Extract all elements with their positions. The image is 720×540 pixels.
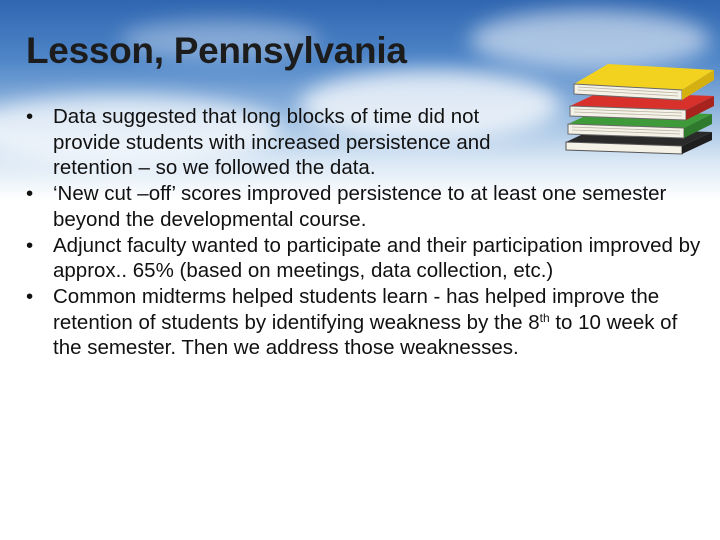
bullet-marker: • [26,182,34,206]
list-item [26,233,706,284]
bullet-text: ‘New cut –off’ scores improved persistence to at least one semester beyond the developmental course. [53,182,667,231]
list-item [26,104,706,181]
bullet-text: Common midterms helped students learn - has helped improve the retention of students by identifying weakness by the 8 [53,284,660,334]
bullet-text: to 10 week of the semester. Then we address those weaknesses. [53,310,678,360]
list-item [26,284,706,361]
superscript: th [539,310,550,325]
bullet-list [26,104,706,361]
bullet-text: Data suggested that long blocks of time did not provide students with increased persistence and retention – so we followed the data. [53,105,491,180]
bullet-text: Adjunct faculty wanted to participate and their participation improved by approx.. 65% (based on meetings, data collection, etc.) [53,233,701,283]
slide-title: Lesson, Pennsylvania [26,30,407,71]
bullet-marker: • [26,105,34,128]
list-item [26,181,706,232]
bullet-marker: • [26,233,34,257]
bullet-marker: • [26,284,34,308]
